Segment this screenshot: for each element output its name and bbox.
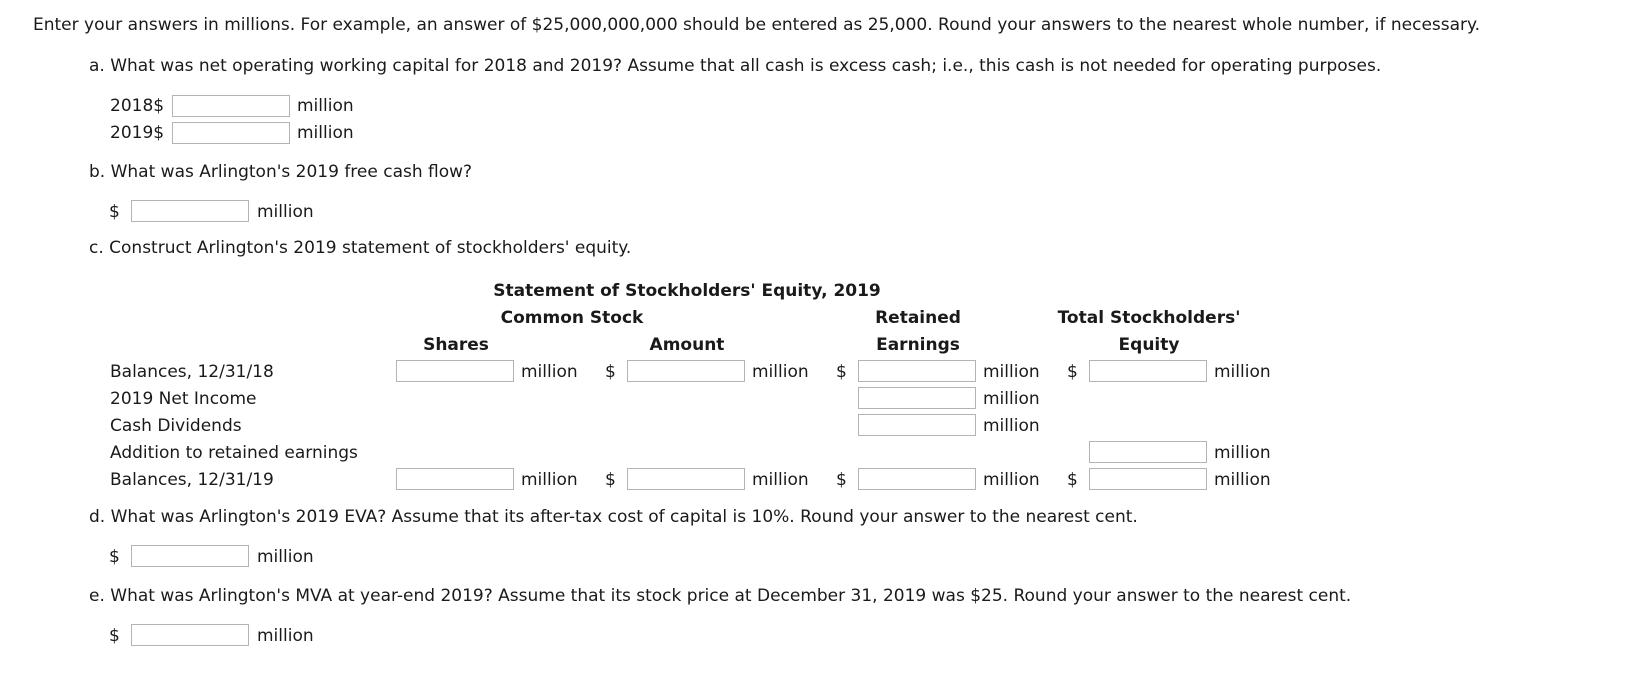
unit-label: million — [257, 626, 314, 646]
dollar-sign: $ — [836, 470, 847, 490]
shares-2018-input[interactable] — [396, 360, 514, 382]
total-equity-2018-input[interactable] — [1089, 360, 1207, 382]
total-header-line1: Total Stockholders' — [1057, 308, 1241, 328]
dollar-sign: $ — [109, 626, 120, 646]
row-label-balances-2018: Balances, 12/31/18 — [110, 362, 274, 382]
eva-input[interactable] — [131, 545, 249, 567]
unit-label: million — [1214, 443, 1271, 463]
unit-label: million — [521, 362, 578, 382]
net-income-input[interactable] — [858, 387, 976, 409]
dollar-sign: $ — [109, 547, 120, 567]
amount-2019-input[interactable] — [627, 468, 745, 490]
table-title: Statement of Stockholders' Equity, 2019 — [493, 281, 881, 301]
unit-label: million — [983, 362, 1040, 382]
amount-header: Amount — [649, 335, 725, 355]
nowc-2019-input[interactable] — [172, 122, 290, 144]
instructions-text: Enter your answers in millions. For example, an answer of $25,000,000,000 should be entered as 25,000. Round your answers to the nearest whole number, if necessary. — [33, 15, 1481, 35]
row-label-addition-retained: Addition to retained earnings — [110, 443, 358, 463]
dollar-sign: $ — [836, 362, 847, 382]
dollar-sign: $ — [1067, 470, 1078, 490]
unit-label: million — [983, 389, 1040, 409]
free-cash-flow-input[interactable] — [131, 200, 249, 222]
nowc-2018-input[interactable] — [172, 95, 290, 117]
row-label-net-income: 2019 Net Income — [110, 389, 257, 409]
unit-label: million — [297, 123, 354, 143]
dollar-sign: $ — [605, 362, 616, 382]
unit-label: million — [752, 362, 809, 382]
unit-label: million — [1214, 470, 1271, 490]
addition-retained-input[interactable] — [1089, 441, 1207, 463]
mva-input[interactable] — [131, 624, 249, 646]
unit-label: million — [521, 470, 578, 490]
unit-label: million — [1214, 362, 1271, 382]
cash-dividends-input[interactable] — [858, 414, 976, 436]
year-2019-label: 2019$ — [110, 123, 165, 143]
question-c-text: c. Construct Arlington's 2019 statement of stockholders' equity. — [89, 238, 632, 258]
total-header-line2: Equity — [1118, 335, 1180, 355]
row-label-cash-dividends: Cash Dividends — [110, 416, 242, 436]
dollar-sign: $ — [605, 470, 616, 490]
retained-header-line2: Earnings — [876, 335, 960, 355]
retained-2018-input[interactable] — [858, 360, 976, 382]
shares-2019-input[interactable] — [396, 468, 514, 490]
unit-label: million — [752, 470, 809, 490]
unit-label: million — [983, 470, 1040, 490]
amount-2018-input[interactable] — [627, 360, 745, 382]
unit-label: million — [257, 202, 314, 222]
question-a-text: a. What was net operating working capital for 2018 and 2019? Assume that all cash is excess cash; i.e., this cash is not needed for operating purposes. — [89, 56, 1382, 76]
unit-label: million — [297, 96, 354, 116]
common-stock-header: Common Stock — [500, 308, 644, 328]
unit-label: million — [257, 547, 314, 567]
shares-header: Shares — [423, 335, 489, 355]
dollar-sign: $ — [109, 202, 120, 222]
question-b-text: b. What was Arlington's 2019 free cash flow? — [89, 162, 473, 182]
dollar-sign: $ — [1067, 362, 1078, 382]
question-d-text: d. What was Arlington's 2019 EVA? Assume that its after-tax cost of capital is 10%. Round your answer to the nearest cent. — [89, 507, 1138, 527]
unit-label: million — [983, 416, 1040, 436]
retained-header-line1: Retained — [875, 308, 961, 328]
total-equity-2019-input[interactable] — [1089, 468, 1207, 490]
question-e-text: e. What was Arlington's MVA at year-end 2019? Assume that its stock price at December 31, 2019 was $25. Round your answer to the nearest cent. — [89, 586, 1352, 606]
year-2018-label: 2018$ — [110, 96, 165, 116]
retained-2019-input[interactable] — [858, 468, 976, 490]
row-label-balances-2019: Balances, 12/31/19 — [110, 470, 274, 490]
